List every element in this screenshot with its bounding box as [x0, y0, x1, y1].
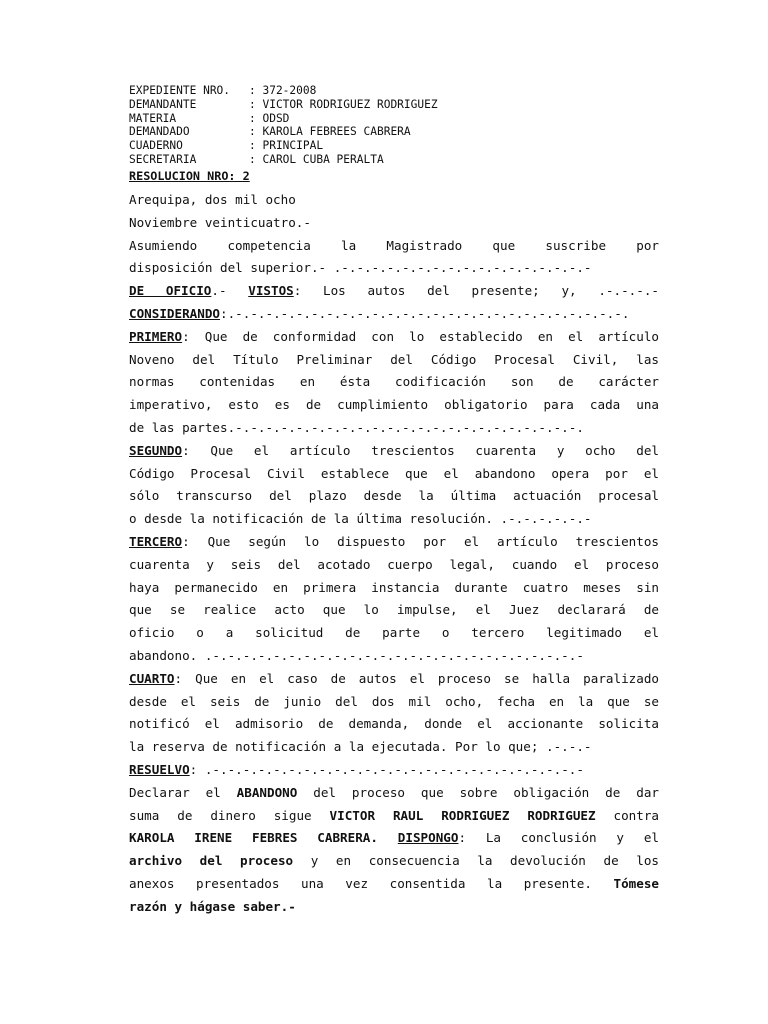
text-line: [129, 645, 659, 668]
text-line: [129, 782, 659, 805]
text-span: Noviembre veinticuatro.-: [129, 214, 311, 230]
header-label: MATERIA: [129, 111, 177, 125]
resolution-body: [129, 189, 659, 919]
text-span: de las partes.-.-.-.-.-.-.-.-.-.-.-.-.-.-.-.-.-.-.-.-.-.-.-.: [129, 419, 584, 435]
text-line: [129, 394, 659, 417]
text-line: [129, 599, 659, 622]
text-span: la reserva de notificación a la ejecutada. Por lo que; .-.-.-: [129, 739, 592, 755]
text-line: [129, 577, 659, 600]
resolution-number: RESOLUCION NRO: 2: [129, 169, 250, 183]
header-row: [129, 84, 438, 98]
text-span: sólo transcurso del plazo desde la última actuación procesal: [129, 488, 659, 504]
emphasis-text: VICTOR RAUL RODRIGUEZ RODRIGUEZ: [329, 807, 596, 823]
text-span: contra: [595, 807, 659, 823]
text-span: [378, 830, 398, 845]
section-heading: CONSIDERANDO: [129, 305, 220, 321]
text-span: que se realice acto que lo impulse, el Juez declarará de: [129, 602, 659, 618]
emphasis-text: razón y hágase saber.-: [129, 898, 296, 914]
text-line: [129, 485, 659, 508]
emphasis-text: KAROLA IRENE FEBRES CABRERA.: [129, 830, 378, 846]
text-line: [129, 303, 659, 326]
text-line: [129, 736, 659, 759]
text-line: [129, 759, 659, 782]
text-span: y en consecuencia la devolución de los: [293, 853, 659, 869]
text-span: del proceso que sobre obligación de dar: [297, 784, 659, 800]
text-span: : Que en el caso de autos el proceso se halla paralizado: [174, 670, 659, 686]
text-line: [129, 622, 659, 645]
text-line: [129, 463, 659, 486]
header-label: EXPEDIENTE NRO.: [129, 84, 231, 97]
header-label: SECRETARIA: [129, 152, 197, 166]
section-heading: SEGUNDO: [129, 442, 183, 458]
text-span: suma de dinero sigue: [129, 807, 330, 823]
text-span: imperativo, esto es de cumplimiento obligatorio para cada una: [129, 397, 659, 413]
text-line: [129, 212, 659, 235]
text-span: : Que de conformidad con lo establecido en el artículo: [182, 328, 659, 344]
text-line: [129, 417, 659, 440]
text-span: Arequipa, dos mil ocho: [129, 192, 296, 207]
text-span: : .-.-.-.-.-.-.-.-.-.-.-.-.-.-.-.-.-.-.-.-.-.-.-.-.-: [189, 761, 584, 777]
header-value: : CAROL CUBA PERALTA: [249, 152, 384, 166]
text-line: [129, 371, 659, 394]
text-line: [129, 326, 659, 349]
section-heading: CUARTO: [129, 670, 175, 686]
text-line: [129, 508, 659, 531]
text-span: disposición del superior.- .-.-.-.-.-.-.-.-.-.-.-.-.-.-.-.-.-: [129, 260, 592, 276]
text-line: [129, 805, 659, 828]
text-span: notificó el admisorio de demanda, donde el accionante solicita: [129, 716, 659, 732]
text-line: [129, 896, 659, 919]
header-row: [129, 98, 438, 112]
text-span: abandono. .-.-.-.-.-.-.-.-.-.-.-.-.-.-.-.-.-.-.-.-.-.-.-.-.-: [129, 647, 584, 663]
header-label: DEMANDANTE: [129, 97, 197, 111]
emphasis-text: Tómese: [613, 875, 659, 891]
text-span: : Los autos del presente; y, .-.-.-.-: [293, 283, 659, 299]
text-span: : Que según lo dispuesto por el artículo trescientos: [182, 533, 659, 549]
text-line: [129, 189, 659, 212]
text-line: [129, 850, 659, 873]
text-span: haya permanecido en primera instancia durante cuatro meses sin: [129, 579, 659, 595]
text-span: Noveno del Título Preliminar del Código Procesal Civil, las: [129, 351, 659, 367]
header-row: [129, 153, 438, 167]
text-span: anexos presentados una vez consentida la presente.: [129, 875, 614, 891]
header-value: : ODSD: [249, 111, 290, 125]
section-heading: VISTOS: [248, 283, 294, 299]
text-line: [129, 349, 659, 372]
section-heading: RESUELVO: [129, 761, 190, 777]
header-label: DEMANDADO: [129, 125, 190, 139]
section-heading: PRIMERO: [129, 328, 183, 344]
header-value: : VICTOR RODRIGUEZ RODRIGUEZ: [249, 97, 438, 111]
text-span: : La conclusión y el: [458, 830, 659, 846]
text-span: o desde la notificación de la última resolución. .-.-.-.-.-.-: [129, 511, 592, 527]
emphasis-text: archivo del proceso: [129, 853, 294, 869]
text-line: [129, 531, 659, 554]
text-span: oficio o a solicitud de parte o tercero legitimado el: [129, 625, 659, 641]
text-line: [129, 280, 659, 303]
header-value: : PRINCIPAL: [249, 139, 324, 153]
text-line: [129, 827, 659, 850]
text-line: [129, 713, 659, 736]
section-heading: DISPONGO: [397, 830, 459, 846]
text-line: [129, 668, 659, 691]
header-value: : 372-2008: [249, 84, 317, 97]
header-label: CUADERNO: [129, 139, 183, 153]
text-span: Asumiendo competencia la Magistrado que suscribe por: [129, 237, 659, 253]
header-value: : KAROLA FEBREES CABRERA: [249, 125, 411, 139]
text-span: normas contenidas en ésta codificación son de carácter: [129, 374, 659, 390]
emphasis-text: ABANDONO: [236, 784, 298, 800]
text-span: Código Procesal Civil establece que el abandono opera por el: [129, 465, 659, 481]
header-row: [129, 125, 438, 139]
text-line: [129, 257, 659, 280]
section-heading: TERCERO: [129, 533, 183, 549]
text-span: :.-.-.-.-.-.-.-.-.-.-.-.-.-.-.-.-.-.-.-.-.-.-.-.-.-.-.: [220, 305, 630, 321]
text-span: .-: [211, 283, 249, 299]
header-row: [129, 139, 438, 153]
text-span: desde el seis de junio del dos mil ocho, fecha en la que se: [129, 693, 659, 709]
header-row: [129, 112, 438, 126]
text-line: [129, 235, 659, 258]
text-span: : Que el artículo trescientos cuarenta y ocho del: [182, 442, 659, 458]
case-header: [129, 84, 438, 167]
text-line: [129, 691, 659, 714]
text-span: Declarar el: [129, 784, 237, 800]
section-heading: DE OFICIO: [129, 283, 212, 299]
text-line: [129, 873, 659, 896]
text-span: cuarenta y seis del acotado cuerpo legal, cuando el proceso: [129, 556, 659, 572]
text-line: [129, 440, 659, 463]
text-line: [129, 554, 659, 577]
